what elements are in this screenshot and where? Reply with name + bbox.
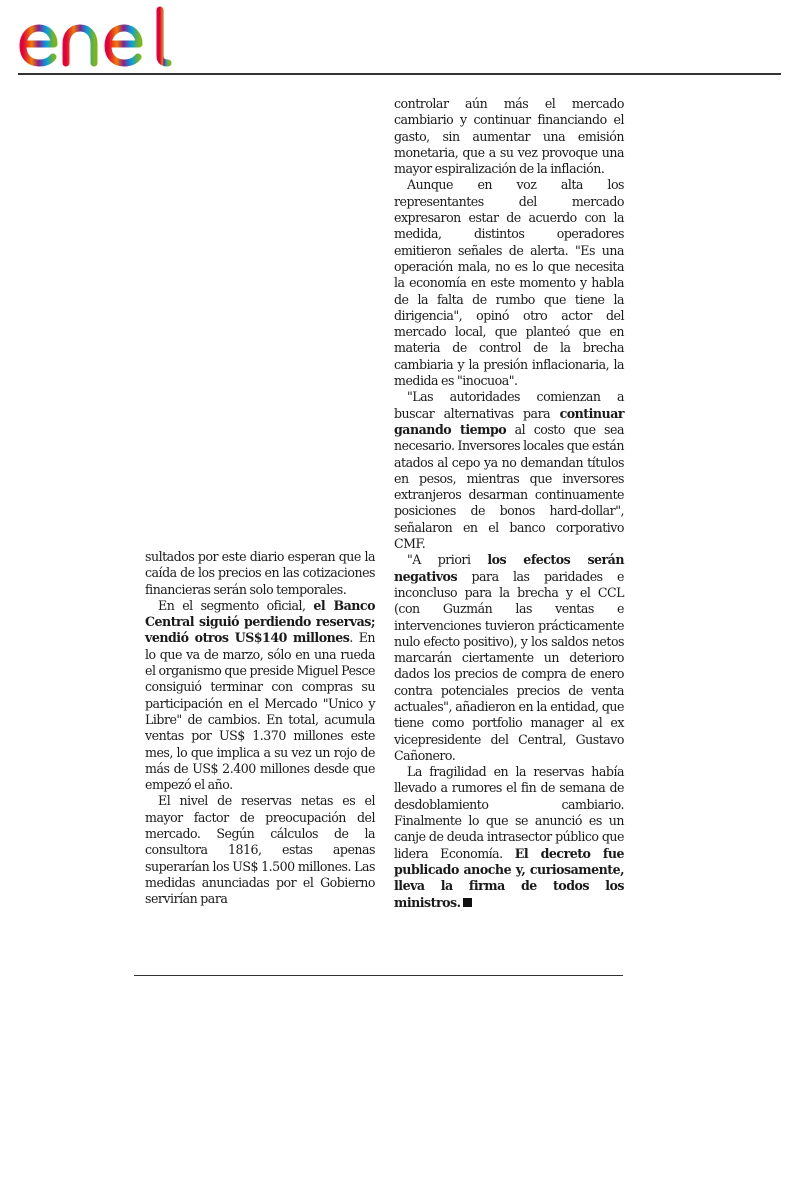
article-paragraph [145,549,375,598]
article-paragraph [394,96,624,177]
text-run: sultados por este diario esperan que la caída de los precios en las cotizaciones financieras serán solo temporales. [145,549,375,597]
bold-text-run: el Banco Central siguió perdiendo reservas; vendió otros US$140 millones [145,597,375,646]
article-paragraph [394,177,624,389]
article-column-right [394,96,624,911]
text-run: al costo que sea necesario. Inversores locales que están atados al cepo ya no demandan títulos en pesos, mientras que inversores extranjeros desarman continuamente posiciones de bonos hard-dollar", señalaron en el banco corporativo CMF. [394,421,624,552]
text-run: . En lo que va de marzo, sólo en una rueda el organismo que preside Miguel Pesce consiguió terminar con compras su participación en el Mercado "Unico y Libre" de cambios. En total, acumula ventas por US$ 1.370 millones este mes, lo que implica a su vez un rojo de más de US$ 2.400 millones desde que empezó el año. [145,630,375,793]
text-run: "A priori [407,552,488,568]
text-run: "Las autoridades comienzan a buscar alternativas para [394,389,624,421]
bold-text-run: continuar ganando tiempo [394,405,624,437]
footer-rule [134,975,623,976]
text-run: La fragilidad en la reservas había llevado a rumores el fin de semana de desdoblamiento cambiario. Finalmente lo que se anunció es un canje de deuda intrasector público que lidera Economía. [394,764,624,861]
article-paragraph [394,389,624,552]
article-paragraph [145,793,375,907]
text-run: El nivel de reservas netas es el mayor factor de preocupación del mercado. Según cálculos de la consultora 1816, estas apenas superarían los US$ 1.500 millones. Las medidas anunciadas por el Gobierno servirían para [145,793,375,907]
text-run: En el segmento oficial, [158,597,314,613]
enel-logo [18,6,180,68]
text-run: controlar aún más el mercado cambiario y continuar financiando el gasto, sin aumentar una emisión monetaria, que a su vez provoque una mayor espiralización de la inflación. [394,96,624,177]
bold-text-run: los efectos serán negativos [394,552,624,584]
article-paragraph [394,764,624,911]
article-paragraph [145,598,375,794]
text-run: para las paridades e inconcluso para la brecha y el CCL (con Guzmán las ventas e intervenciones tuvieron prácticamente nulo efecto positivo), y los saldos netos marcarán ciertamente un deterioro dados los precios de compra de enero contra potenciales precios de venta actuales", añadieron en la entidad, que tiene como portfolio manager al ex vicepresidente del Central, Gustavo Cañonero. [394,568,624,763]
article-paragraph [394,552,624,764]
header-rule [18,73,781,75]
end-of-article-square-icon [463,898,472,907]
article-column-left [145,549,375,908]
text-run: Aunque en voz alta los representantes del mercado expresaron estar de acuerdo con la medida, distintos operadores emitieron señales de alerta. "Es una operación mala, no es lo que necesita la economía en este momento y habla de la falta de rumbo que tiene la dirigencia", opinó otro actor del mercado local, que planteó que en materia de control de la brecha cambiaria y la presión inflacionaria, la medida es "inocuoa". [394,177,624,389]
bold-text-run: El decreto fue publicado anoche y, curiosamente, lleva la firma de todos los ministros. [394,845,625,910]
